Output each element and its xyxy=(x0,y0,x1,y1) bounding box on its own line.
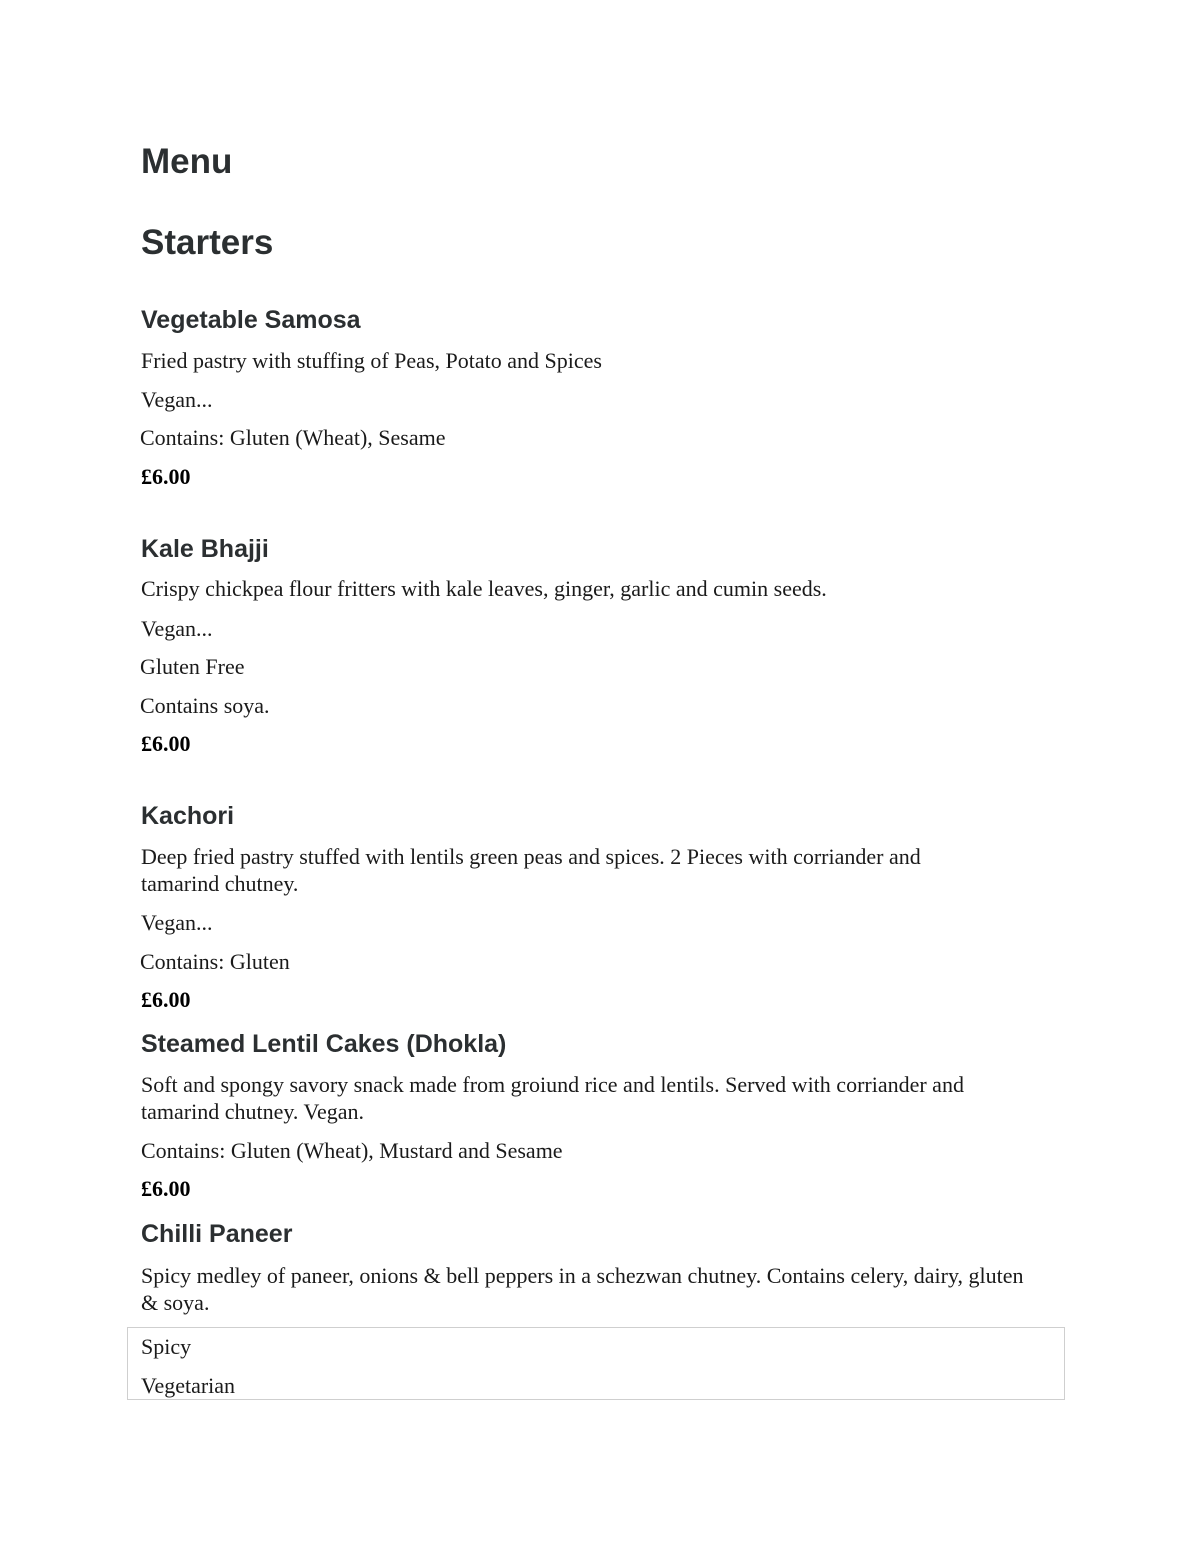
item-description: Deep fried pastry stuffed with lentils green peas and spices. 2 Pieces with corriander and tamarind chutney. xyxy=(141,844,921,896)
page-title: Menu xyxy=(141,142,233,181)
item-tag-vegetarian: Vegetarian xyxy=(141,1373,236,1398)
item-name-dhokla: Steamed Lentil Cakes (Dhokla) xyxy=(141,1030,507,1058)
item-name-vegetable-samosa: Vegetable Samosa xyxy=(141,306,361,334)
item-description: Soft and spongy savory snack made from groiund rice and lentils. Served with corriander and tamarind chutney. Vegan. xyxy=(141,1072,964,1124)
item-tag: Vegan... xyxy=(141,616,213,641)
item-price: £6.00 xyxy=(141,987,191,1012)
tags-box xyxy=(127,1327,1065,1400)
item-price: £6.00 xyxy=(141,464,191,489)
item-name-kale-bhajji: Kale Bhajji xyxy=(141,535,269,563)
item-tag: Gluten Free xyxy=(140,654,245,679)
item-tag: Vegan... xyxy=(141,910,213,935)
item-tag: Contains soya. xyxy=(140,693,270,718)
item-description: Crispy chickpea flour fritters with kale leaves, ginger, garlic and cumin seeds. xyxy=(141,576,827,601)
section-title-starters: Starters xyxy=(141,223,274,262)
item-price: £6.00 xyxy=(141,1176,191,1201)
item-tag: Contains: Gluten xyxy=(140,949,290,974)
item-description: Spicy medley of paneer, onions & bell peppers in a schezwan chutney. Contains celery, dairy, gluten & soya. xyxy=(141,1263,1024,1315)
item-name-chilli-paneer: Chilli Paneer xyxy=(141,1220,293,1248)
item-name-kachori: Kachori xyxy=(141,802,235,830)
item-tag: Vegan... xyxy=(141,387,213,412)
item-description: Fried pastry with stuffing of Peas, Potato and Spices xyxy=(141,348,602,373)
item-tag: Contains: Gluten (Wheat), Mustard and Sesame xyxy=(141,1138,563,1163)
item-price: £6.00 xyxy=(141,731,191,756)
item-tag-spicy: Spicy xyxy=(141,1334,192,1359)
item-tag: Contains: Gluten (Wheat), Sesame xyxy=(140,425,446,450)
